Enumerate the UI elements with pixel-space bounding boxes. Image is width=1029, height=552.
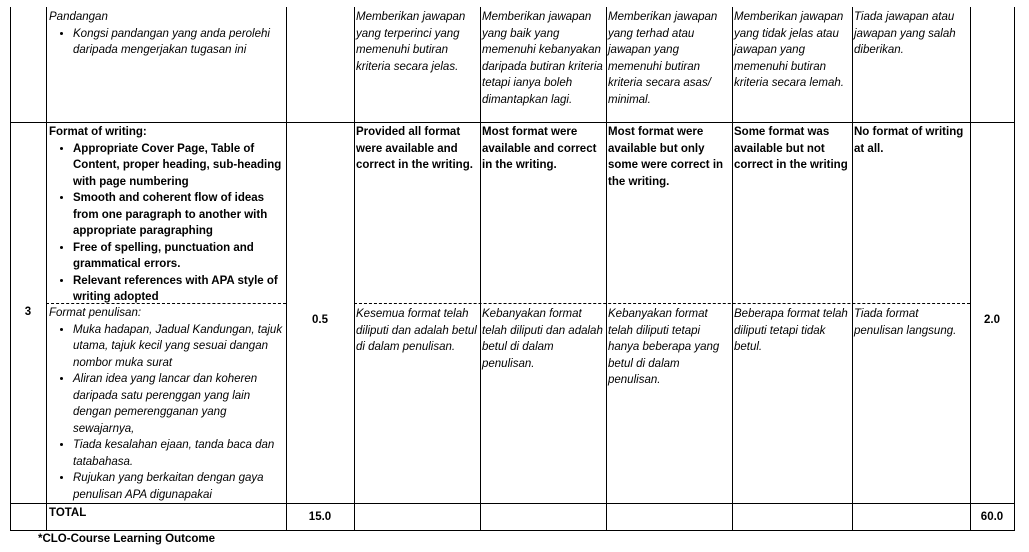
- criteria-format-ms: [47, 305, 286, 503]
- footnote: *CLO-Course Learning Outcome: [38, 533, 215, 545]
- level-cell: Memberikan jawapan yang terhad atau jawapan yang memenuhi butiran kriteria secara asas/ minimal.: [608, 11, 718, 106]
- criteria-list: [49, 322, 284, 504]
- criteria-item: • Kongsi pandangan yang anda perolehi daripada mengerjakan tugasan ini: [73, 26, 284, 59]
- row-number: 3: [24, 306, 32, 318]
- total-label: TOTAL: [49, 507, 87, 519]
- criteria-item: • Aliran idea yang lancar dan koheren daripada satu perenggan yang lain dengan pemerengganan yang sewajarnya,: [73, 371, 284, 437]
- criteria-format-en: [47, 124, 286, 306]
- level-cell: Tiada jawapan atau jawapan yang salah diberikan.: [854, 11, 956, 56]
- criteria-list: [49, 141, 284, 306]
- criteria-item: • Relevant references with APA style of writing adopted: [73, 273, 284, 306]
- criteria-list: [49, 26, 284, 59]
- level-cell: No format of writing at all.: [854, 126, 964, 155]
- level-cell: Memberikan jawapan yang terperinci yang memenuhi butiran kriteria secara jelas.: [356, 11, 466, 73]
- level-cell: Kebanyakan format telah diliputi tetapi hanya beberapa yang betul di dalam penulisan.: [608, 308, 720, 386]
- criteria-item: • Smooth and coherent flow of ideas from one paragraph to another with appropriate paragraphing: [73, 190, 284, 240]
- criteria-title: Pandangan: [49, 11, 108, 23]
- level-cell: Memberikan jawapan yang baik yang memenuhi kebanyakan daripada butiran kriteria tetapi ianya boleh dimantapkan lagi.: [482, 11, 603, 106]
- total-weight: 15.0: [308, 511, 332, 523]
- level-cell: Memberikan jawapan yang tidak jelas atau jawapan yang memenuhi butiran kriteria secara lemah.: [734, 11, 844, 89]
- row-weight: 0.5: [312, 314, 328, 326]
- criteria-item: • Appropriate Cover Page, Table of Content, proper heading, sub-heading with page numbering: [73, 141, 284, 191]
- level-cell: Some format was available but not correct in the writing: [734, 126, 848, 171]
- level-cell: Provided all format were available and correct in the writing.: [356, 126, 473, 171]
- rubric-table: [10, 7, 1015, 531]
- total-score: 60.0: [980, 511, 1004, 523]
- criteria-item: • Tiada kesalahan ejaan, tanda baca dan tatabahasa.: [73, 437, 284, 470]
- level-cell: Most format were available but only some were correct in the writing.: [608, 126, 724, 188]
- level-cell: Kesemua format telah diliputi dan adalah betul di dalam penulisan.: [356, 308, 477, 353]
- criteria-item: • Free of spelling, punctuation and grammatical errors.: [73, 240, 284, 273]
- criteria-pandangan: [47, 9, 286, 59]
- level-cell: Most format were available and correct in the writing.: [482, 126, 597, 171]
- level-cell: Beberapa format telah diliputi tetapi tidak betul.: [734, 308, 848, 353]
- criteria-item: • Rujukan yang berkaitan dengan gaya penulisan APA digunapakai: [73, 470, 284, 503]
- criteria-title: Format penulisan:: [49, 307, 142, 319]
- level-cell: Tiada format penulisan langsung.: [854, 308, 957, 337]
- row-score: 2.0: [984, 314, 1000, 326]
- level-cell: Kebanyakan format telah diliputi dan adalah betul di dalam penulisan.: [482, 308, 603, 370]
- criteria-title: Format of writing:: [49, 126, 147, 138]
- criteria-item: • Muka hadapan, Jadual Kandungan, tajuk utama, tajuk kecil yang sesuai dangan nombor muka surat: [73, 322, 284, 372]
